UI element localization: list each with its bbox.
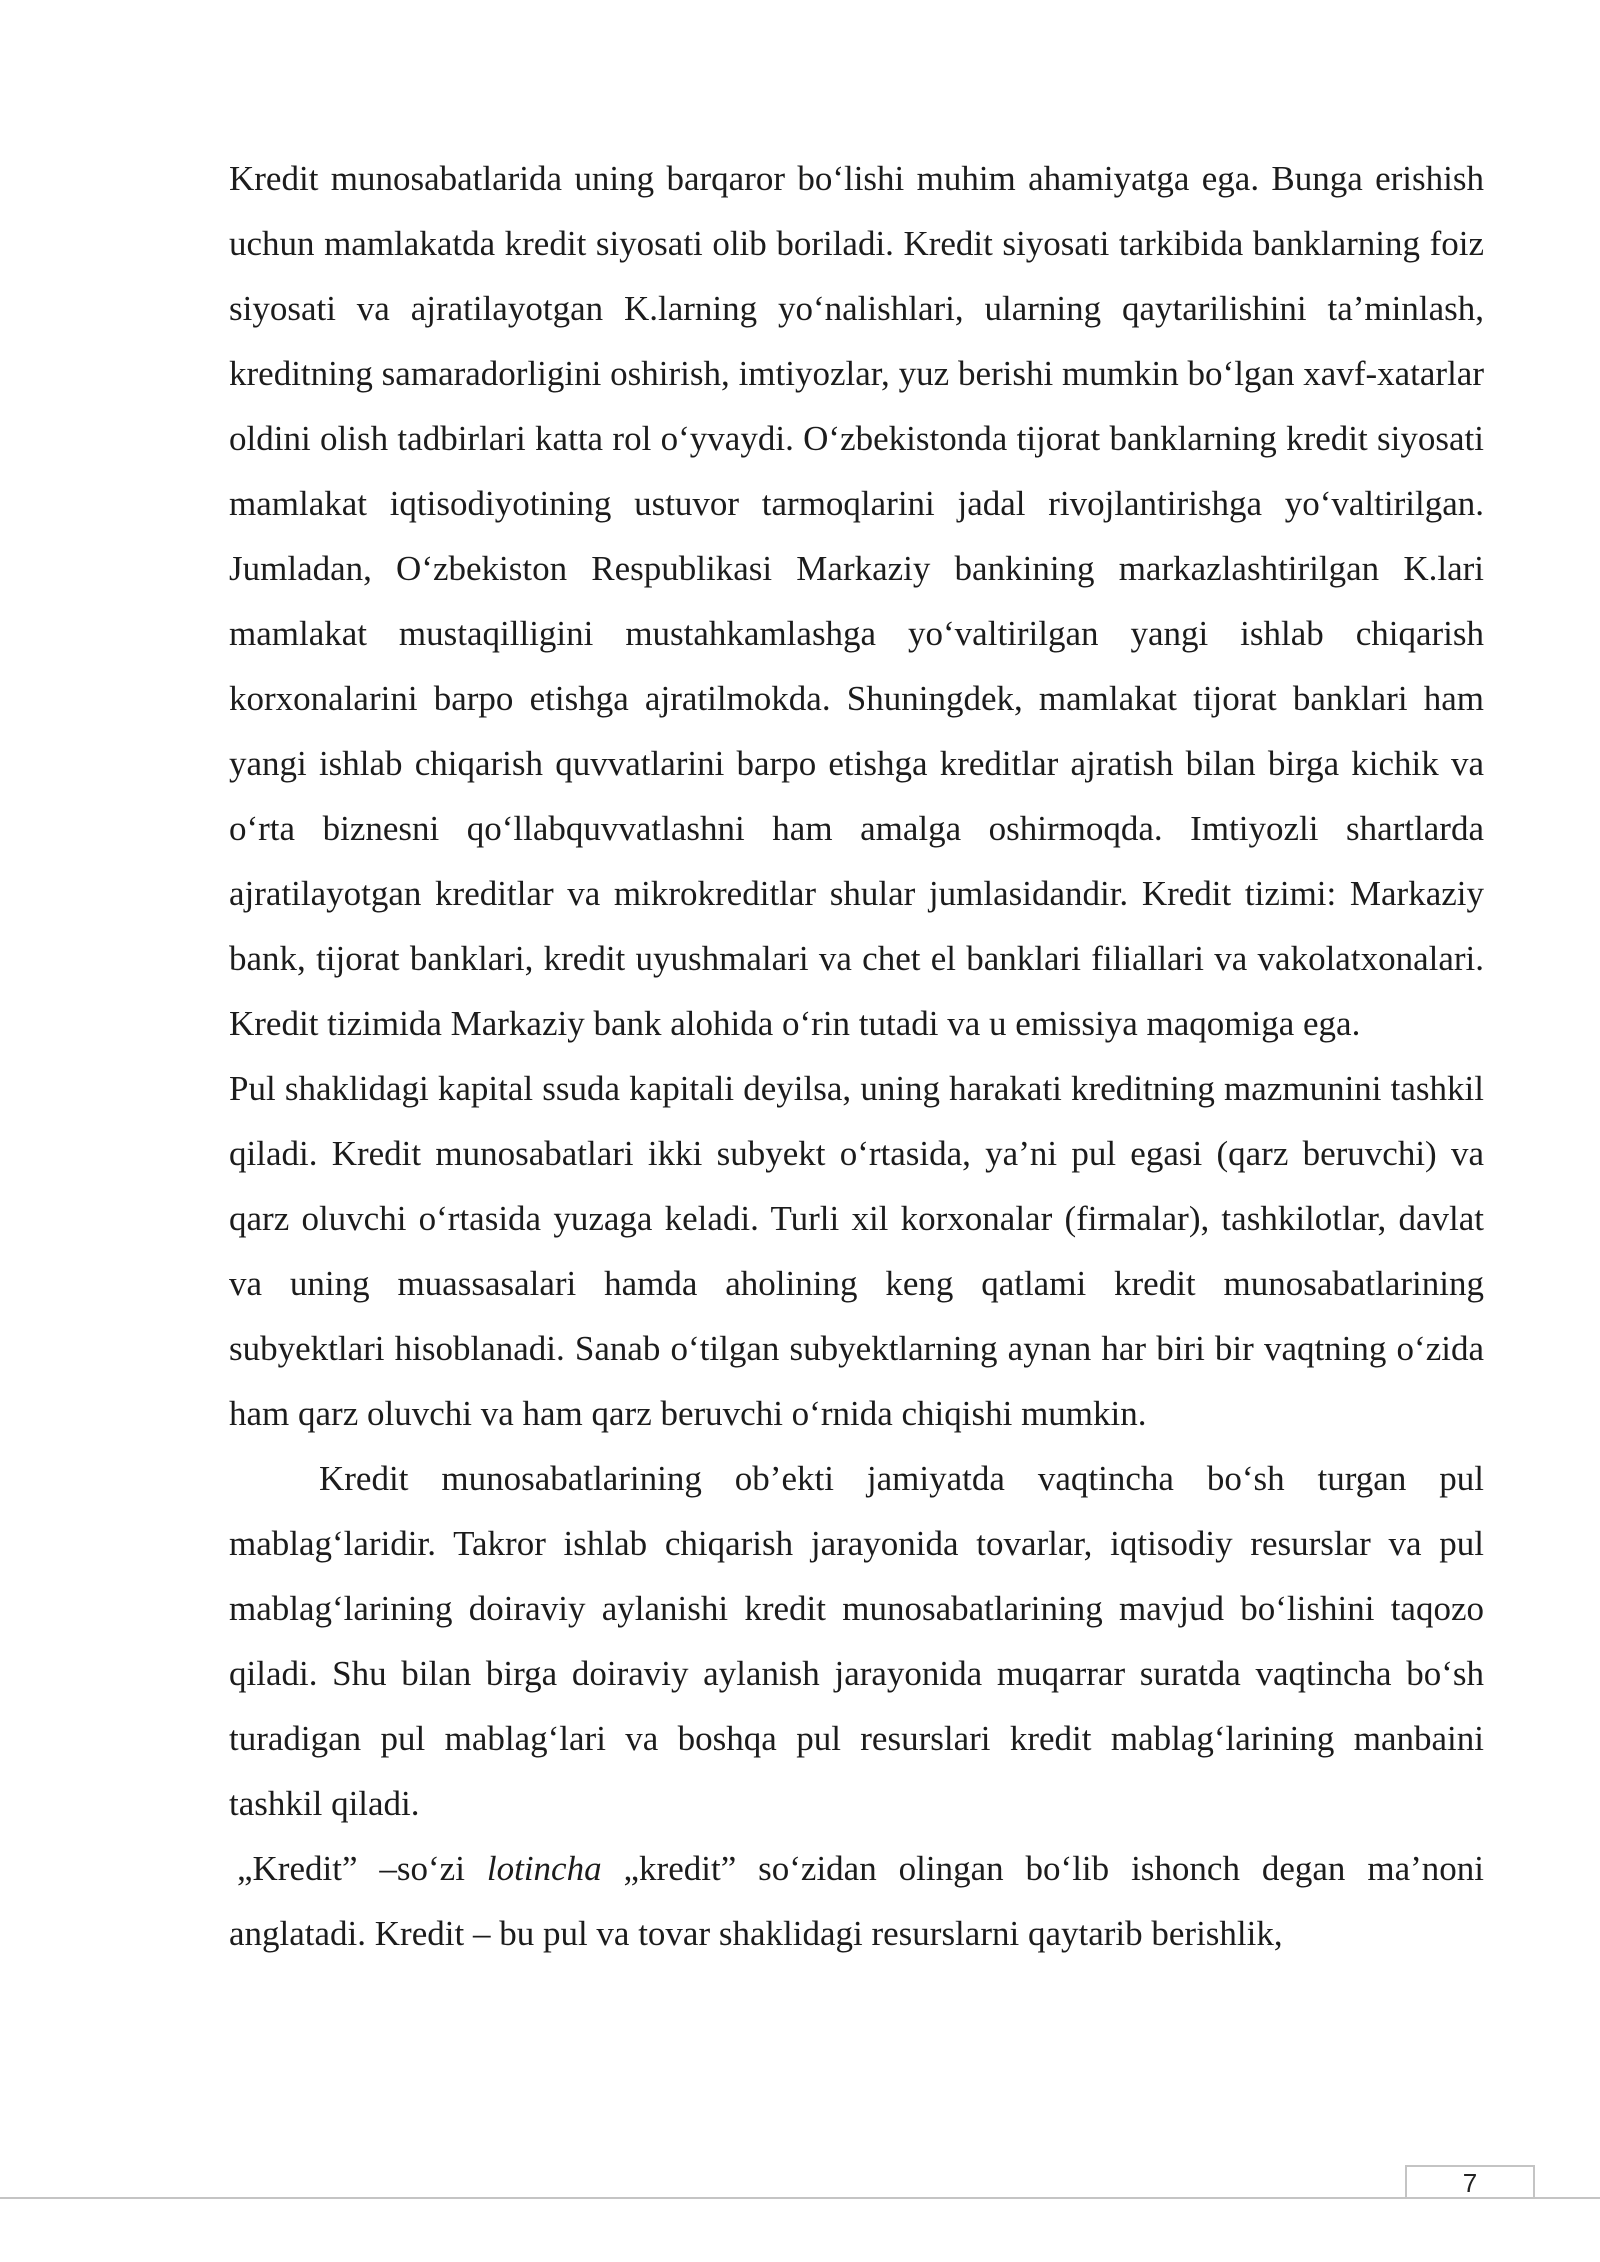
page-number: 7 bbox=[1462, 2168, 1478, 2198]
footer-divider bbox=[0, 2197, 1600, 2199]
paragraph-4 bbox=[229, 1836, 1484, 1966]
paragraph-4-text-b: „kredit” so‘zidan olingan bo‘lib ishonch degan ma’noni anglatadi. Kredit – bu pul va tovar shaklidagi resurslarni qaytarib berishlik, bbox=[229, 1849, 1484, 1953]
paragraph-3 bbox=[229, 1446, 1484, 1836]
paragraph-1 bbox=[229, 146, 1484, 1056]
paragraph-4-text-a: „Kredit” –so‘zi bbox=[237, 1849, 487, 1888]
paragraph-2-text: Pul shaklidagi kapital ssuda kapitali deyilsa, uning harakati kreditning mazmunini tashkil qiladi. Kredit munosabatlari ikki subyekt o‘rtasida, ya’ni pul egasi (qarz beruvchi) va qarz oluvchi o‘rtasida yuzaga keladi. Turli xil korxonalar (firmalar), tashkilotlar, davlat va uning muassasalari hamda aholining keng qatlami kredit munosabatlarining subyektlari hisoblanadi. Sanab o‘tilgan subyektlarning aynan har biri bir vaqtning o‘zida ham qarz oluvchi va ham qarz beruvchi o‘rnida chiqishi mumkin. bbox=[229, 1069, 1484, 1433]
paragraph-4-italic-term: lotincha bbox=[486, 1849, 602, 1888]
paragraph-3-text: Kredit munosabatlarining ob’ekti jamiyatda vaqtincha bo‘sh turgan pul mablag‘laridir. Takror ishlab chiqarish jarayonida tovarlar, iqtisodiy resurslar va pul mablag‘larining doiraviy aylanishi kredit munosabatlarining mavjud bo‘lishini taqozo qiladi. Shu bilan birga doiraviy aylanish jarayonida muqarrar suratda vaqtincha bo‘sh turadigan pul mablag‘lari va boshqa pul resurslari kredit mablag‘larining manbaini tashkil qiladi. bbox=[229, 1459, 1484, 1823]
paragraph-2 bbox=[229, 1056, 1484, 1446]
paragraph-1-text: Kredit munosabatlarida uning barqaror bo‘lishi muhim ahamiyatga ega. Bunga erishish uchun mamlakatda kredit siyosati olib boriladi. Kredit siyosati tarkibida banklarning foiz siyosati va ajratilayotgan K.larning yo‘nalishlari, ularning qaytarilishini ta’minlash, kreditning samaradorligini oshirish, imtiyozlar, yuz berishi mumkin bo‘lgan xavf-xatarlar oldini olish tadbirlari katta rol o‘yvaydi. O‘zbekistonda tijorat banklarning kredit siyosati mamlakat iqtisodiyotining ustuvor tarmoqlarini jadal rivojlantirishga yo‘valtirilgan. Jumladan, O‘zbekiston Respublikasi Markaziy bankining markazlashtirilgan K.lari mamlakat mustaqilligini mustahkamlashga yo‘valtirilgan yangi ishlab chiqarish korxonalarini barpo etishga ajratilmokda. Shuningdek, mamlakat tijorat banklari ham yangi ishlab chiqarish quvvatlarini barpo etishga kreditlar ajratish bilan birga kichik va o‘rta biznesni qo‘llabquvvatlashni ham amalga oshirmoqda. Imtiyozli shartlarda ajratilayotgan kreditlar va mikrokreditlar shular jumlasidandir. Kredit tizimi: Markaziy bank, tijorat banklari, kredit uyushmalari va chet el banklari filiallari va vakolatxonalari. Kredit tizimida Markaziy bank alohida o‘rin tutadi va u emissiya maqomiga ega. bbox=[229, 159, 1484, 1043]
body-text bbox=[229, 146, 1484, 1966]
